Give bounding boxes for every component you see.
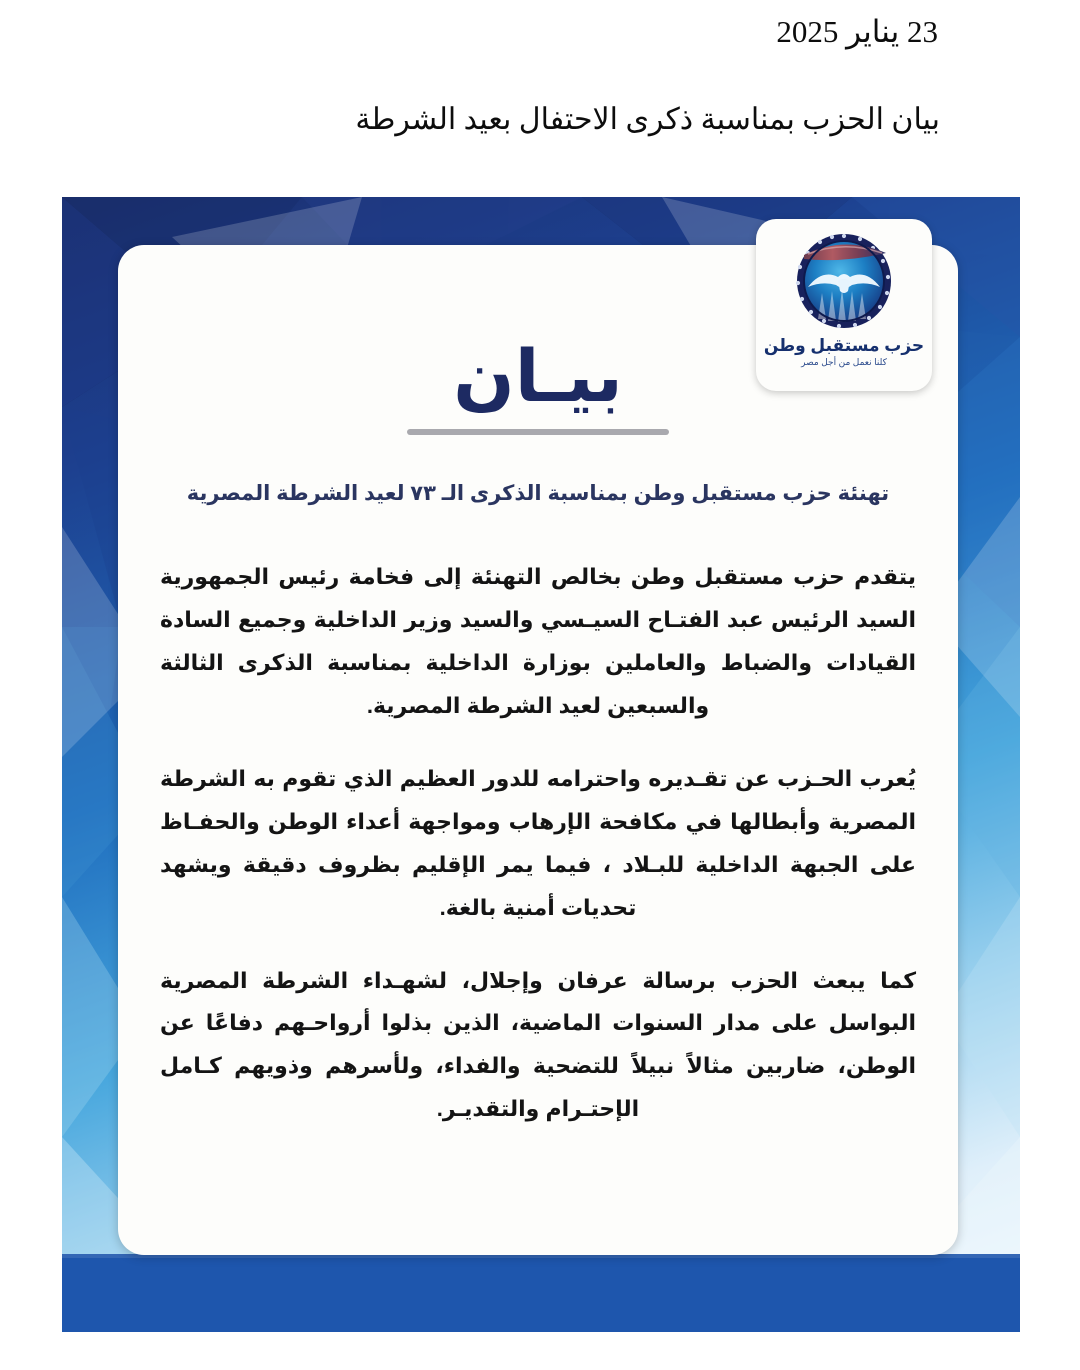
statement-poster bbox=[62, 197, 1020, 1332]
party-logo-card bbox=[756, 219, 932, 391]
statement-paragraphs bbox=[160, 556, 916, 1131]
document-date: 23 يناير 2025 bbox=[776, 14, 938, 49]
party-name: حزب مستقبل وطن bbox=[763, 336, 925, 355]
eagle-globe-emblem-icon bbox=[792, 229, 896, 333]
document-headline: بيان الحزب بمناسبة ذكرى الاحتفال بعيد الشرطة bbox=[355, 103, 940, 136]
statement-title: بيـان bbox=[453, 337, 623, 417]
poster-footer-band bbox=[62, 1254, 1020, 1332]
statement-subtitle: تهنئة حزب مستقبل وطن بمناسبة الذكرى الـ ٧٣ لعيد الشرطة المصرية bbox=[186, 482, 890, 505]
statement-paragraph: يتقدم حزب مستقبل وطن بخالص التهنئة إلى فخامة رئيس الجمهورية السيد الرئيس عبد الفتـاح السيـسي والسيد وزير الداخلية وجميع السادة القيادات والضباط والعاملين بوزارة الداخلية بمناسبة الذكرى الثالثة والسبعين لعيد الشرطة المصرية. bbox=[160, 564, 916, 719]
statement-paragraph: يُعرب الحـزب عن تقـديره واحترامه للدور العظيم الذي تقوم به الشرطة المصرية وأبطالها في مكافحة الإرهاب ومواجهة أعداء الوطن والحفـاظ على الجبهة الداخلية للبـلاد ، فيما يمر الإقليم بظروف دقيقة ويشهد تحديات أمنية بالغة. bbox=[160, 765, 916, 920]
statement-paragraph: كما يبعث الحزب برسالة عرفان وإجلال، لشهـداء الشرطة المصرية البواسل على مدار السنوات الماضية، الذين بذلوا أرواحـهم دفاعًا عن الوطن، ضاربين مثالاً نبيلاً للتضحية والفداء، ولأسرهم وذويهم كـامل الإحتـرام والتقديـر. bbox=[160, 967, 916, 1122]
statement-card bbox=[118, 245, 958, 1255]
title-divider bbox=[407, 429, 669, 435]
party-tagline: كلنا نعمل من أجل مصر bbox=[801, 357, 887, 367]
